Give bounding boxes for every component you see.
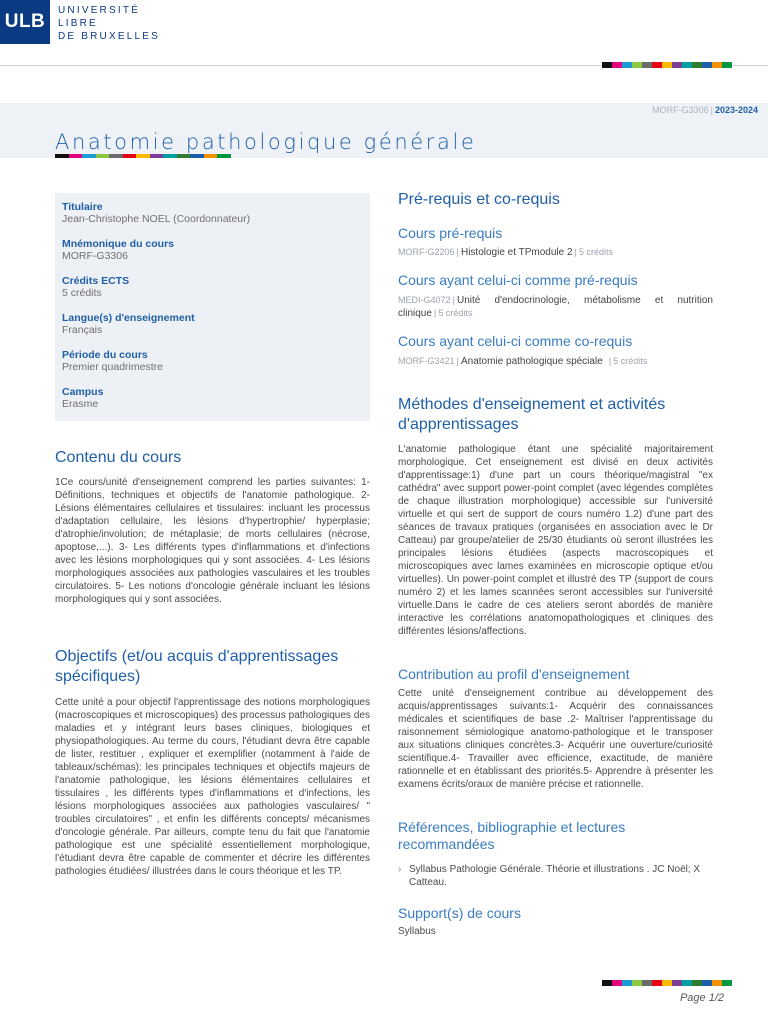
page-header: [0, 0, 768, 66]
prereq-credits: 5 crédits: [438, 308, 473, 318]
color-strip-segment: [722, 62, 732, 68]
prerequis-group-heading: Cours ayant celui-ci comme pré-requis: [398, 272, 638, 288]
info-value: 5 crédits: [62, 287, 102, 299]
color-strip-segment: [712, 980, 722, 986]
info-label: Titulaire: [62, 201, 103, 213]
prereq-credits: 5 crédits: [613, 356, 648, 366]
info-langue: [62, 312, 363, 336]
color-strip-segment: [702, 62, 712, 68]
prerequis-heading: Pré-requis et co-requis: [398, 191, 560, 208]
color-strip-segment: [642, 980, 652, 986]
info-value: Premier quadrimestre: [62, 361, 163, 373]
prerequis-group-heading: Cours pré-requis: [398, 225, 503, 241]
university-name-line1: UNIVERSITÉ: [58, 5, 141, 16]
prereq-code: MORF-G3421: [398, 356, 455, 366]
prereq-separator: |: [433, 308, 437, 319]
color-strip-segment: [612, 62, 622, 68]
color-strip-segment: [722, 980, 732, 986]
info-mnemonique: [62, 238, 363, 262]
color-strip-segment: [642, 62, 652, 68]
color-strip-segment: [602, 62, 612, 68]
prereq-separator: |: [574, 247, 577, 258]
color-strip-segment: [163, 154, 177, 158]
info-credits: [62, 275, 363, 299]
methodes-text: L'anatomie pathologique étant une spécialité majoritairement morphologique. Cet enseignement est divisé en deux activités d'apprentissage:1) d'une part un cours théorique/magistral "ex cathédra" avec support power-point complet (avec légendes complètes de chaque illustration morphologique) accessible sur l'université virtuelle et qui sert de support de cours numéro 1.2) d'une part des séances de travaux pratiques (organisées en association avec le Dr Catteau) par groupe/atelier de 25/30 étudiants où seront illustrées les principales lésions étudiées (aspects macroscopiques et microscopiques avec lames examinées en microscopie optique et/ou virtuelles). Un power-point complet et illustré des TP (support de cours numéro 2) et les lames scannées seront accessibles sur l'université virtuelle.Dans le cadre de ces ateliers seront abordés de manière interactive les corrélations anatomopathologiques et cliniques des différentes lésions/affections.: [398, 444, 713, 637]
color-strip-segment: [190, 154, 204, 158]
ulb-logo[interactable]: ULB: [0, 0, 50, 44]
course-info-box: [55, 193, 370, 421]
color-strip-segment: [136, 154, 150, 158]
prereq-name: Unité d'endocrinologie, métabolisme et nutrition clinique: [398, 295, 713, 319]
course-meta: [652, 105, 758, 115]
info-periode: [62, 349, 363, 373]
course-code: MORF-G3306: [652, 105, 709, 115]
color-strip-segment: [96, 154, 110, 158]
color-strip-segment: [109, 154, 123, 158]
prereq-code: MEDI-G4072: [398, 295, 451, 305]
contenu-text: 1Ce cours/unité d'enseignement comprend les parties suivantes: 1- Définitions, techniques et objectifs de l'anatomie pathologique. 2- Lésions élémentaires cellulaires et tissulaires: incluant les processus d'adaptation cellulaire, les lésions d'hypertrophie/ hyperplasie; d'atrophie/involution; de métaplasie; de morts cellulaires (nécrose, apoptose,...). 3- Les différents types d'inflammations et d'infections avec les lésions morphologiques qui y sont associées. 4- Les lésions morphologiques associées aux pathologies vasculaires et les troubles circulatoires. 5- Les notions d'oncologie générale incluant les lésions morphologiques qui y sont associées.: [55, 477, 370, 605]
color-strip-segment: [204, 154, 218, 158]
reference-text: Syllabus Pathologie Générale. Théorie et illustrations . JC Noël; X Catteau.: [409, 864, 701, 888]
prereq-code: MORF-G2206: [398, 247, 455, 257]
university-name: [58, 4, 160, 43]
info-value: Jean-Christophe NOEL (Coordonnateur): [62, 213, 251, 225]
references-heading: Références, bibliographie et lectures recommandées: [398, 819, 626, 852]
color-strip-segment: [652, 62, 662, 68]
info-label: Période du cours: [62, 349, 148, 361]
color-strip-segment: [622, 980, 632, 986]
prerequis-course[interactable]: [398, 355, 713, 368]
reference-item: [398, 863, 713, 889]
info-value: Français: [62, 324, 103, 336]
color-strip-segment: [662, 62, 672, 68]
prereq-separator: |: [608, 356, 612, 367]
prerequis-group-heading: Cours ayant celui-ci comme co-requis: [398, 333, 633, 349]
color-strip-segment: [652, 980, 662, 986]
info-campus: [62, 386, 363, 410]
color-strip-title: [55, 154, 231, 160]
color-strip-segment: [672, 62, 682, 68]
prereq-separator: |: [452, 295, 455, 306]
contribution-text: Cette unité d'enseignement contribue au développement des acquis/apprentissages suivants:1- Acquérir des connaissances médicales et scientifiques de base .2- Maîtriser l'apprentissage du raisonnement sémiologique anatomo-pathologique et le transposer aux situations cliniques concrètes.3- Acquérir une ouverture/curiosité scientifique.4- Travailler avec efficience, exactitude, de manière rationnelle et en établissant des priorités.5- Apprendre à présenter les examens écrits/oraux de manière précise et rationnelle.: [398, 688, 713, 790]
prereq-separator: |: [456, 247, 459, 258]
meta-separator: |: [710, 105, 713, 115]
objectifs-heading: Objectifs (et/ou acquis d'apprentissages spécifiques): [55, 648, 339, 685]
info-label: Campus: [62, 386, 104, 398]
info-label: Mnémonique du cours: [62, 238, 175, 250]
info-label: Crédits ECTS: [62, 275, 130, 287]
support-heading: Support(s) de cours: [398, 905, 521, 921]
info-titulaire: [62, 201, 363, 225]
color-strip-segment: [702, 980, 712, 986]
color-strip-top: [602, 62, 732, 68]
university-name-line2: LIBRE: [58, 18, 98, 29]
info-label: Langue(s) d'enseignement: [62, 312, 195, 324]
color-strip-segment: [82, 154, 96, 158]
color-strip-segment: [217, 154, 231, 158]
academic-year: 2023-2024: [714, 105, 758, 115]
color-strip-segment: [682, 980, 692, 986]
info-value: MORF-G3306: [62, 250, 128, 262]
color-strip-segment: [662, 980, 672, 986]
prerequis-course[interactable]: [398, 294, 713, 320]
contenu-heading: Contenu du cours: [55, 449, 182, 466]
prereq-name: Histologie et TPmodule 2: [460, 247, 573, 258]
chevron-right-icon: ›: [398, 864, 402, 875]
page-title: Anatomie pathologique générale: [55, 130, 477, 154]
color-strip-segment: [150, 154, 164, 158]
color-strip-segment: [712, 62, 722, 68]
objectifs-text: Cette unité a pour objectif l'apprentissage des notions morphologiques (macroscopiques et microscopiques) des processus pathologiques des maladies et y intégrant leurs bases cliniques, biologiques et physiopathologiques. Au terme du cours, l'étudiant devra être capable de lister, restituer , expliquer et exemplifier (notamment à l'aide de tableaux/schémas): les principales techniques et objectifs majeurs de l'anatomie pathologique, les lésions élémentaires cellulaires et tissulaires , les différents types d'inflammations et d'infections, les lésions morphologiques associées aux pathologies vasculaires/ " troubles circulatoires" , et enfin les différents concepts/ mécanismes d'oncologie générale. Par ailleurs, compte tenu du fait que l'anatomie pathologique est une spécialité essentiellement morphologique, l'étudiant devra être capable de commenter et décrire les différentes pathologies étudiées/ illustrées dans le cours théorique et les TP.: [55, 697, 370, 877]
color-strip-segment: [672, 980, 682, 986]
color-strip-segment: [123, 154, 137, 158]
prereq-separator: |: [456, 356, 459, 367]
prereq-name: Anatomie pathologique spéciale: [460, 356, 603, 367]
contribution-heading: Contribution au profil d'enseignement: [398, 666, 630, 682]
color-strip-segment: [69, 154, 83, 158]
color-strip-bottom: [602, 980, 732, 986]
color-strip-segment: [692, 980, 702, 986]
prereq-credits: 5 crédits: [579, 247, 614, 257]
color-strip-segment: [612, 980, 622, 986]
color-strip-segment: [682, 62, 692, 68]
university-name-line3: DE BRUXELLES: [58, 31, 160, 42]
info-value: Erasme: [62, 398, 99, 410]
color-strip-segment: [632, 62, 642, 68]
color-strip-segment: [55, 154, 69, 158]
color-strip-segment: [602, 980, 612, 986]
page-number: Page 1/2: [679, 992, 724, 1004]
prerequis-course[interactable]: [398, 246, 713, 259]
color-strip-segment: [632, 980, 642, 986]
color-strip-segment: [692, 62, 702, 68]
color-strip-segment: [622, 62, 632, 68]
support-text: Syllabus: [398, 926, 436, 937]
methodes-heading: Méthodes d'enseignement et activités d'apprentissages: [398, 396, 666, 433]
color-strip-segment: [177, 154, 191, 158]
